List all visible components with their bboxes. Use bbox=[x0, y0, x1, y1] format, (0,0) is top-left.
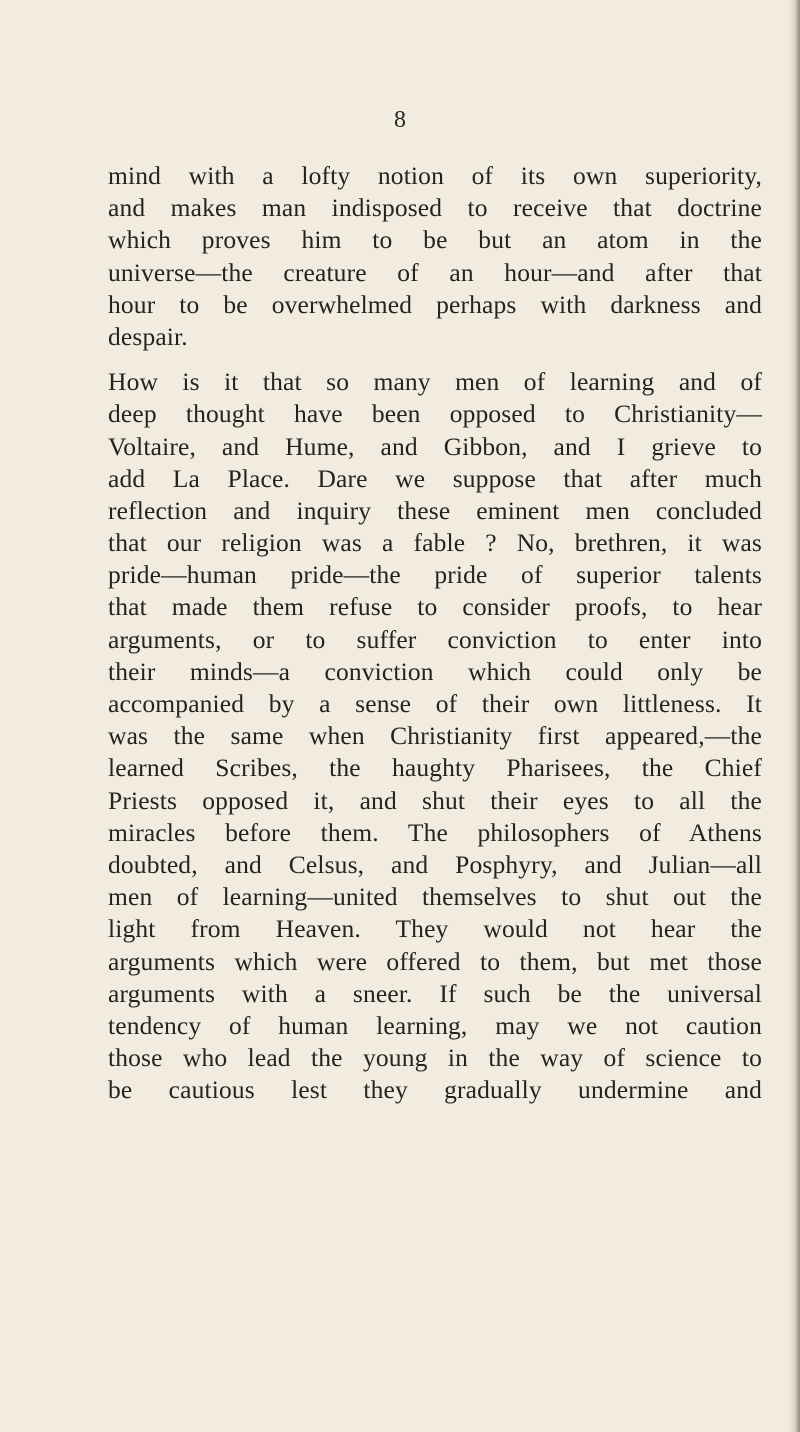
text-line: arguments, or to suffer conviction to enter into bbox=[108, 624, 762, 654]
text-line: add La Place. Dare we suppose that after much bbox=[108, 463, 762, 493]
page-number: 8 bbox=[394, 107, 406, 133]
text-line: doubted, and Celsus, and Posphyry, and Julian—all bbox=[108, 849, 762, 879]
text-line: be cautious lest they gradually undermine and bbox=[108, 1075, 762, 1105]
text-line: Voltaire, and Hume, and Gibbon, and I grieve to bbox=[108, 431, 762, 461]
text-line: light from Heaven. They would not hear the bbox=[108, 914, 762, 944]
paragraph-1 bbox=[108, 160, 762, 353]
text-line: those who lead the young in the way of science to bbox=[108, 1043, 762, 1073]
text-line: How is it that so many men of learning and of bbox=[108, 367, 762, 397]
text-line: arguments which were offered to them, but met those bbox=[108, 946, 762, 976]
text-line: mind with a lofty notion of its own superiority, bbox=[108, 161, 762, 190]
text-line: was the same when Christianity first appeared,—the bbox=[108, 721, 762, 751]
body-text bbox=[108, 160, 762, 1106]
paragraph-2 bbox=[108, 366, 762, 1106]
text-line: men of learning—united themselves to shut out the bbox=[108, 882, 762, 912]
text-line: their minds—a conviction which could only be bbox=[108, 656, 762, 686]
text-line: deep thought have been opposed to Christianity— bbox=[108, 399, 762, 429]
text-line: Priests opposed it, and shut their eyes to all the bbox=[108, 785, 762, 815]
text-line: hour to be overwhelmed perhaps with darkness and bbox=[108, 289, 762, 319]
text-line: reflection and inquiry these eminent men concluded bbox=[108, 495, 762, 525]
text-line: arguments with a sneer. If such be the universal bbox=[108, 978, 762, 1008]
text-line: learned Scribes, the haughty Pharisees, the Chief bbox=[108, 753, 762, 783]
text-line: and makes man indisposed to receive that doctrine bbox=[108, 193, 762, 223]
text-line: pride—human pride—the pride of superior talents bbox=[108, 560, 762, 590]
text-line: accompanied by a sense of their own littleness. It bbox=[108, 689, 762, 718]
text-line: that our religion was a fable ? No, brethren, it was bbox=[108, 528, 762, 558]
text-line: which proves him to be but an atom in the bbox=[108, 225, 762, 255]
text-line: miracles before them. The philosophers of Athens bbox=[108, 817, 762, 847]
page-edge-shadow bbox=[788, 0, 800, 1432]
text-line: universe—the creature of an hour—and after that bbox=[108, 257, 762, 287]
text-line: tendency of human learning, may we not caution bbox=[108, 1010, 762, 1040]
text-line: despair. bbox=[108, 321, 188, 351]
text-line: that made them refuse to consider proofs, to hear bbox=[108, 592, 762, 622]
